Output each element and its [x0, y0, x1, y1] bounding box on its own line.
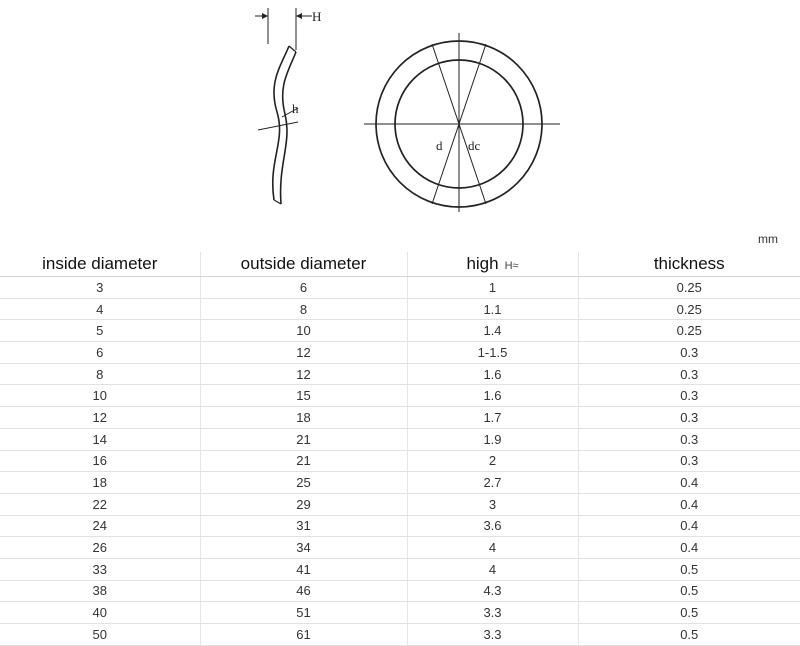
table-row [0, 342, 800, 364]
cell-thickness: 0.5 [578, 602, 800, 624]
cell-outside-diameter: 15 [200, 385, 407, 407]
cell-high: 1-1.5 [407, 342, 578, 364]
cell-high: 3 [407, 493, 578, 515]
cell-thickness: 0.3 [578, 342, 800, 364]
table-row [0, 515, 800, 537]
cell-inside-diameter: 10 [0, 385, 200, 407]
cell-outside-diameter: 34 [200, 537, 407, 559]
table-row [0, 537, 800, 559]
cell-inside-diameter: 40 [0, 602, 200, 624]
cell-inside-diameter: 18 [0, 472, 200, 494]
header-thickness: thickness [578, 252, 800, 277]
cell-high: 1.6 [407, 385, 578, 407]
cell-inside-diameter: 38 [0, 580, 200, 602]
side-view [255, 8, 312, 204]
spec-table-header [0, 252, 800, 277]
table-row [0, 363, 800, 385]
table-row [0, 298, 800, 320]
cell-thickness: 0.5 [578, 558, 800, 580]
table-row [0, 472, 800, 494]
cell-high: 4.3 [407, 580, 578, 602]
cell-inside-diameter: 22 [0, 493, 200, 515]
header-inside-diameter: inside diameter [0, 252, 200, 277]
cell-outside-diameter: 21 [200, 428, 407, 450]
cell-high: 1.7 [407, 407, 578, 429]
cell-inside-diameter: 6 [0, 342, 200, 364]
dim-label-d: d [436, 138, 443, 153]
cell-outside-diameter: 6 [200, 277, 407, 299]
table-row [0, 385, 800, 407]
cell-thickness: 0.3 [578, 450, 800, 472]
cell-outside-diameter: 18 [200, 407, 407, 429]
cell-outside-diameter: 29 [200, 493, 407, 515]
cell-thickness: 0.25 [578, 277, 800, 299]
cell-high: 1.1 [407, 298, 578, 320]
spec-table-body [0, 277, 800, 646]
cell-inside-diameter: 5 [0, 320, 200, 342]
table-row [0, 493, 800, 515]
cell-thickness: 0.4 [578, 493, 800, 515]
cell-high: 1 [407, 277, 578, 299]
cell-high: 4 [407, 537, 578, 559]
cell-inside-diameter: 26 [0, 537, 200, 559]
header-row [0, 252, 800, 277]
cell-outside-diameter: 46 [200, 580, 407, 602]
cell-inside-diameter: 14 [0, 428, 200, 450]
cell-thickness: 0.4 [578, 515, 800, 537]
cell-thickness: 0.25 [578, 298, 800, 320]
cell-outside-diameter: 25 [200, 472, 407, 494]
header-high-symbol: H≈ [504, 260, 519, 272]
cell-high: 4 [407, 558, 578, 580]
cell-inside-diameter: 24 [0, 515, 200, 537]
cell-thickness: 0.5 [578, 580, 800, 602]
cell-inside-diameter: 3 [0, 277, 200, 299]
cell-inside-diameter: 50 [0, 624, 200, 646]
cell-outside-diameter: 12 [200, 363, 407, 385]
technical-drawing [0, 0, 800, 222]
cell-inside-diameter: 4 [0, 298, 200, 320]
cell-outside-diameter: 12 [200, 342, 407, 364]
cell-thickness: 0.4 [578, 537, 800, 559]
table-row [0, 407, 800, 429]
dim-label-H: H [312, 9, 322, 24]
cell-high: 2 [407, 450, 578, 472]
unit-label: mm [758, 232, 778, 246]
cell-outside-diameter: 8 [200, 298, 407, 320]
cell-high: 1.4 [407, 320, 578, 342]
cell-high: 1.6 [407, 363, 578, 385]
cell-high: 2.7 [407, 472, 578, 494]
cell-outside-diameter: 10 [200, 320, 407, 342]
cell-high: 3.6 [407, 515, 578, 537]
table-row [0, 580, 800, 602]
cell-inside-diameter: 16 [0, 450, 200, 472]
table-row [0, 602, 800, 624]
cell-high: 3.3 [407, 624, 578, 646]
cell-outside-diameter: 61 [200, 624, 407, 646]
cell-inside-diameter: 12 [0, 407, 200, 429]
cell-outside-diameter: 51 [200, 602, 407, 624]
cell-inside-diameter: 33 [0, 558, 200, 580]
cell-thickness: 0.3 [578, 428, 800, 450]
cell-thickness: 0.4 [578, 472, 800, 494]
cell-high: 3.3 [407, 602, 578, 624]
cell-thickness: 0.3 [578, 385, 800, 407]
cell-outside-diameter: 41 [200, 558, 407, 580]
cell-thickness: 0.3 [578, 363, 800, 385]
table-row [0, 428, 800, 450]
table-row [0, 277, 800, 299]
wave-washer-diagram [0, 0, 800, 222]
table-row [0, 320, 800, 342]
cell-thickness: 0.5 [578, 624, 800, 646]
dim-label-h: h [292, 101, 299, 116]
header-outside-diameter: outside diameter [200, 252, 407, 277]
table-row [0, 624, 800, 646]
front-view [364, 33, 560, 212]
dim-label-dc: dc [468, 138, 481, 153]
table-row [0, 558, 800, 580]
spec-table [0, 252, 800, 646]
cell-high: 1.9 [407, 428, 578, 450]
cell-outside-diameter: 31 [200, 515, 407, 537]
cell-inside-diameter: 8 [0, 363, 200, 385]
cell-thickness: 0.25 [578, 320, 800, 342]
cell-outside-diameter: 21 [200, 450, 407, 472]
table-row [0, 450, 800, 472]
cell-thickness: 0.3 [578, 407, 800, 429]
header-high: high H≈ [407, 252, 578, 277]
